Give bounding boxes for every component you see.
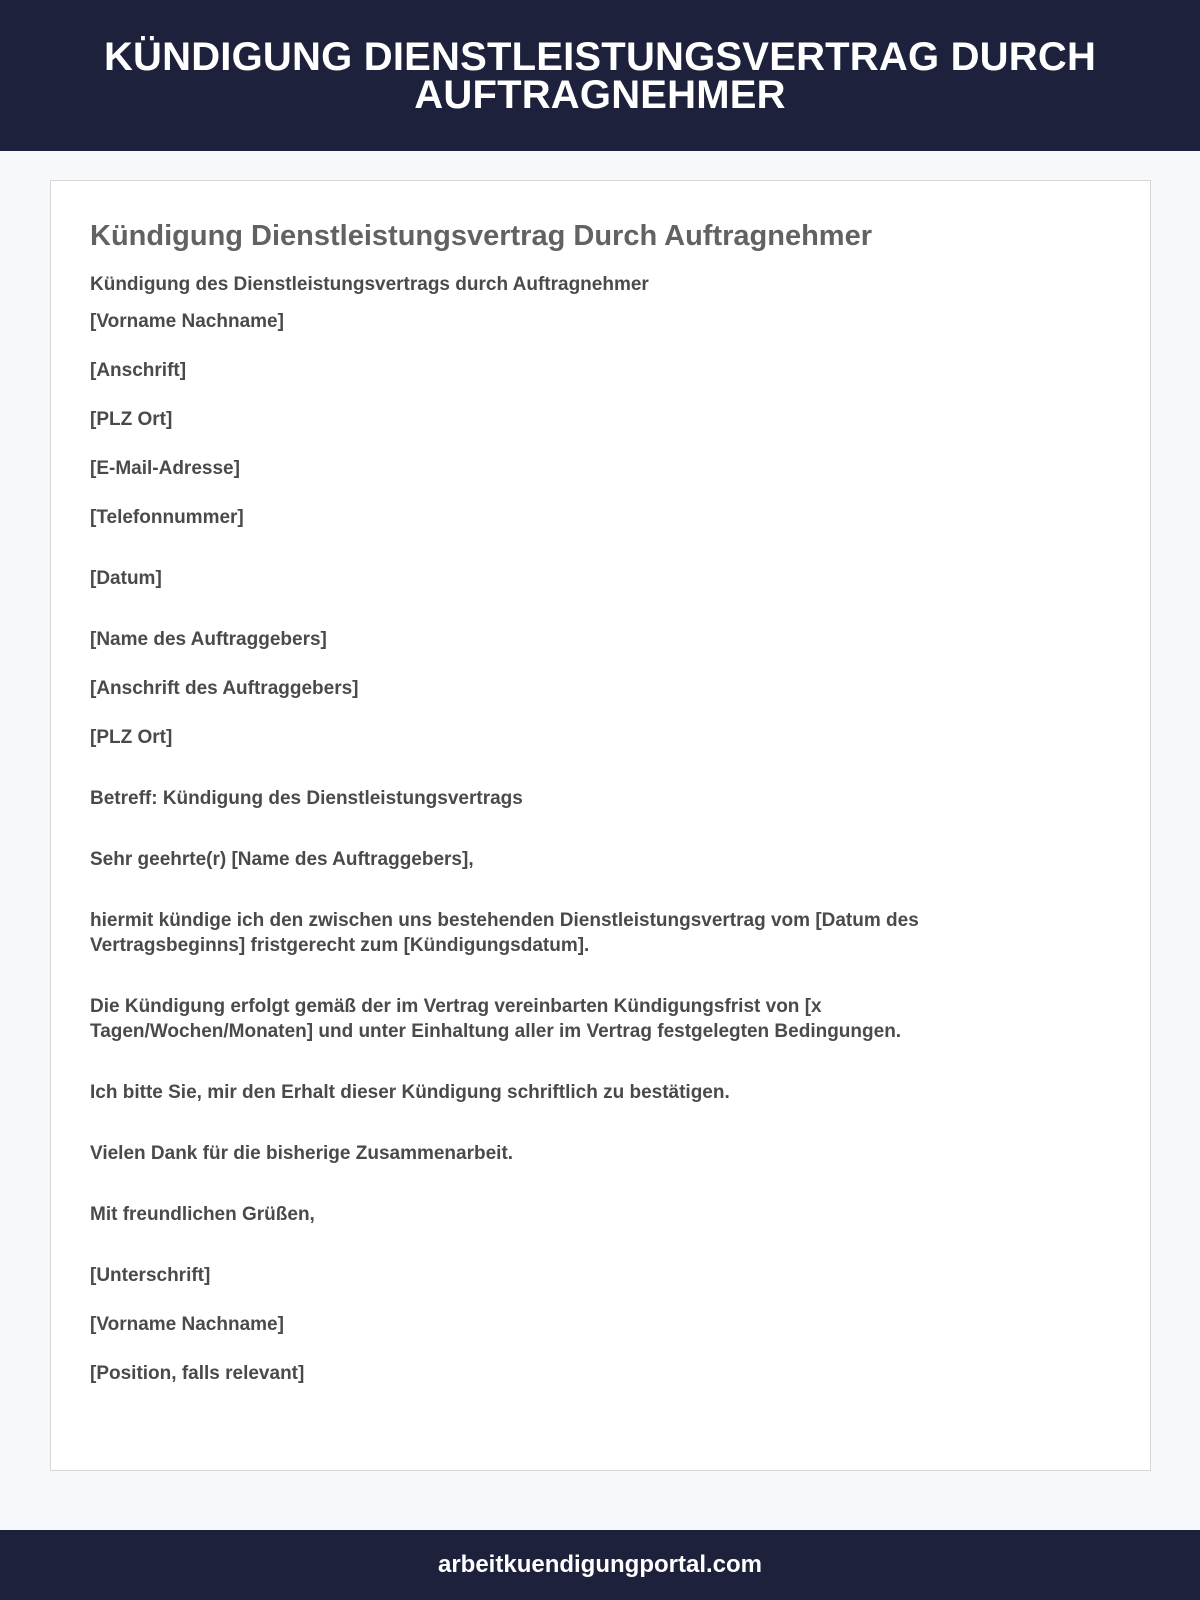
signature-name: [Vorname Nachname] — [90, 1314, 284, 1335]
paragraph: Ich bitte Sie, mir den Erhalt dieser Kündigung schriftlich zu bestätigen. — [90, 1082, 730, 1103]
footer-site-name: arbeitkuendigungportal.com — [437, 1551, 763, 1578]
salutation: Sehr geehrte(r) [Name des Auftraggebers], — [90, 849, 474, 870]
recipient-address: [Anschrift des Auftraggebers] — [90, 678, 359, 699]
paragraph: Vielen Dank für die bisherige Zusammenarbeit. — [90, 1143, 514, 1164]
page-title: KÜNDIGUNG DIENSTLEISTUNGSVERTRAG DURCH AUFTRAGNEHMER — [103, 34, 1097, 117]
sender-email: [E-Mail-Adresse] — [90, 458, 240, 479]
site-footer — [0, 1530, 1200, 1600]
sender-name: [Vorname Nachname] — [90, 311, 284, 332]
subject-line: Betreff: Kündigung des Dienstleistungsvertrags — [90, 788, 523, 809]
paragraph: Die Kündigung erfolgt gemäß der im Vertrag vereinbarten Kündigungsfrist von [x Tagen/Wochen/Monaten] und unter Einhaltung aller im Vertrag festgelegten Bedingungen. — [90, 996, 902, 1042]
document-card — [50, 180, 1151, 1471]
document-subtitle: Kündigung des Dienstleistungsvertrags durch Auftragnehmer — [90, 274, 649, 295]
recipient-city: [PLZ Ort] — [90, 727, 173, 748]
closing: Mit freundlichen Grüßen, — [90, 1204, 315, 1225]
paragraph: hiermit kündige ich den zwischen uns bestehenden Dienstleistungsvertrag vom [Datum des Vertragsbeginns] fristgerecht zum [Kündigungsdatum]. — [90, 910, 919, 956]
letter-date: [Datum] — [90, 568, 162, 589]
signature-position: [Position, falls relevant] — [90, 1363, 305, 1384]
document-title: Kündigung Dienstleistungsvertrag Durch Auftragnehmer — [90, 220, 872, 252]
recipient-name: [Name des Auftraggebers] — [90, 629, 327, 650]
sender-city: [PLZ Ort] — [90, 409, 173, 430]
site-header — [0, 0, 1200, 151]
sender-address: [Anschrift] — [90, 360, 187, 381]
sender-phone: [Telefonnummer] — [90, 507, 244, 528]
signature-placeholder: [Unterschrift] — [90, 1265, 211, 1286]
